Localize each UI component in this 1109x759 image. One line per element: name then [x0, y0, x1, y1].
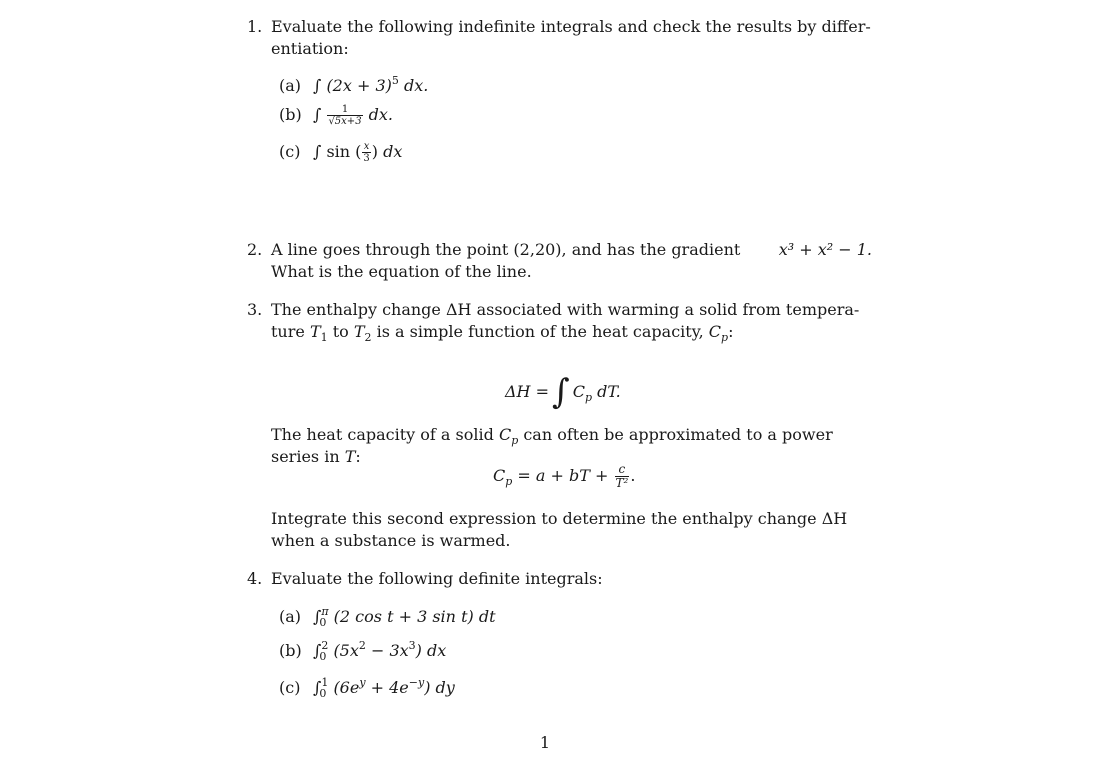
q2-number: 2.: [247, 240, 263, 259]
q4a-item: (a) $\int_0^\pi$ (2 cos t + 3 sin t) dt: [279, 605, 496, 629]
q1-number: 1.: [247, 17, 263, 36]
q1-text-line2: entiation:: [271, 39, 349, 58]
q4c-item: (c) $\int_0^1$ $(6e^y + 4e^{-y})$ dy: [279, 676, 455, 700]
q3-equation2: $C_p = a$ + bT + $\frac{c}{\text{T²}}$ .: [493, 462, 636, 490]
q1b-fraction: $\frac{1}{√5x+3}$: [328, 104, 362, 127]
q3-eq2-fraction: $\frac{c}{\text{T²}}$: [615, 462, 629, 490]
q1c-fraction: $\frac{x}{3}$: [363, 141, 370, 164]
q4-number: 4.: [247, 569, 263, 588]
q3-para2-line1: The heat capacity of a solid $C_p$ can often be approximated to a power: [271, 425, 833, 447]
page-number: 1: [539, 733, 551, 752]
q2-text-line2: What is the equation of the line.: [271, 262, 532, 281]
q1b-item: (b) ∫ $\frac{1}{√5x+3}$ dx.: [279, 104, 394, 127]
q4-text: Evaluate the following definite integrals:: [271, 569, 603, 588]
q3-para3-line2: when a substance is warmed.: [271, 531, 511, 550]
q3-para2-line2: series in T:: [271, 447, 361, 466]
q1-text-line1: Evaluate the following indefinite integrals and check the results by differ-: [271, 17, 871, 36]
q3-number: 3.: [247, 300, 263, 319]
q2-text-line1: A line goes through the point (2,20), and has the gradient x³ + x² − 1.: [271, 240, 872, 259]
q3-equation1: ΔH =∫ $C_p$ dT.: [505, 372, 621, 412]
q3-text-line1: The enthalpy change ΔH associated with warming a solid from tempera-: [271, 300, 860, 319]
q1a-item: (a) ∫ $(2x + 3)^5$ dx.: [279, 74, 429, 95]
q4b-item: (b) $\int_0^2$ $(5x^2 - 3x^3)$ dx: [279, 639, 447, 663]
q3-para3-line1: Integrate this second expression to determine the enthalpy change ΔH: [271, 509, 848, 528]
q1c-item: (c) ∫ sin ( $\frac{x}{3}$ ) dx: [279, 141, 403, 164]
q3-text-line2: ture $T_1$ to $T_2$ is a simple function of the heat capacity, $C_p$:: [271, 322, 734, 344]
